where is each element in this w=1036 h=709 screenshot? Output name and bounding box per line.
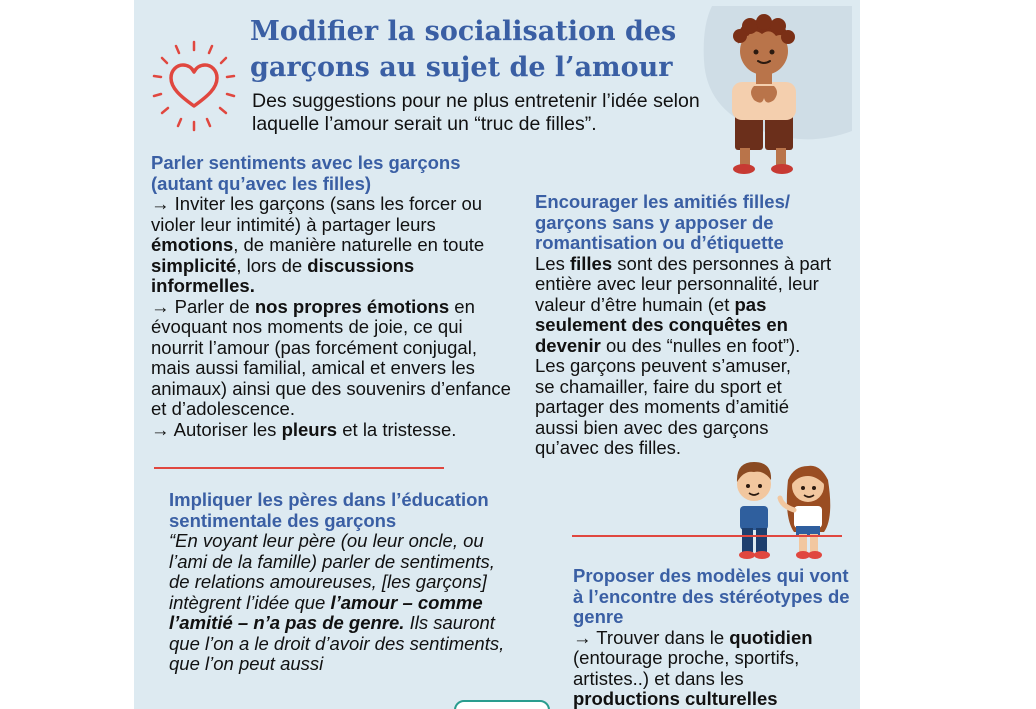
bullet-allow-tears: → Autoriser les pleurs et la tristesse. [151, 418, 457, 440]
section-fathers [169, 490, 519, 675]
quote-paragraph: “En voyant leur père (ou leur oncle, ou l’ami de la famille) parler de sentiments, de relations amoureuses, [les garçons] intègrent l’idée que l’amour – comme l’amitié – n’a pas de genre. Ils sauront que l’on a le droit d’avoir des sentiments, que l’on peut aussi [169, 530, 505, 674]
section-talk-feelings [151, 153, 511, 440]
section-role-models [573, 566, 853, 709]
partial-badge [454, 700, 550, 709]
boy-and-girl-illustration [724, 440, 844, 562]
bullet-find-models: → Trouver dans le quotidien (entourage proche, sportifs, artistes..) et dans les productions culturelles [573, 626, 813, 709]
page-title: Modifier la socialisation des garçons au sujet de l’amour [250, 16, 677, 83]
infographic-page [134, 0, 860, 709]
bullet-invite-boys: → Inviter les garçons (sans les forcer ou violer leur intimité) à partager leurs émotions, de manière naturelle en toute simplicité, lors de discussions informelles. [151, 193, 485, 296]
section-heading: Parler sentiments avec les garçons (autant qu’avec les filles) [151, 152, 461, 194]
boy-heart-hands-illustration [692, 6, 852, 176]
section-divider [154, 467, 444, 469]
section-heading: Impliquer les pères dans l’éducation sentimentale des garçons [169, 489, 489, 531]
heart-icon [144, 36, 244, 136]
paragraph-boys: Les garçons peuvent s’amuser, se chamailler, faire du sport et partager des moments d’amitié aussi bien avec des garçons qu’avec des filles. [535, 355, 792, 458]
bullet-own-emotions: → Parler de nos propres émotions en évoquant nos moments de joie, ce qui nourrit l’amour (pas forcément conjugal, mais aussi familial, amical et envers les animaux) ainsi que des souvenirs d’enfance et d’adolescence. [151, 295, 511, 419]
section-friendships [535, 192, 835, 459]
paragraph-girls: Les filles sont des personnes à part entière avec leur personnalité, leur valeur d’être humain (et pas seulement des conquêtes en devenir ou des “nulles en foot”). [535, 252, 832, 356]
section-divider [572, 535, 842, 537]
page-subtitle: Des suggestions pour ne plus entretenir l’idée selon laquelle l’amour serait un “truc de filles”. [252, 90, 700, 135]
section-heading: Proposer des modèles qui vont à l’encontre des stéréotypes de genre [573, 565, 850, 627]
section-heading: Encourager les amitiés filles/ garçons sans y apposer de romantisation ou d’étiquette [535, 191, 790, 253]
